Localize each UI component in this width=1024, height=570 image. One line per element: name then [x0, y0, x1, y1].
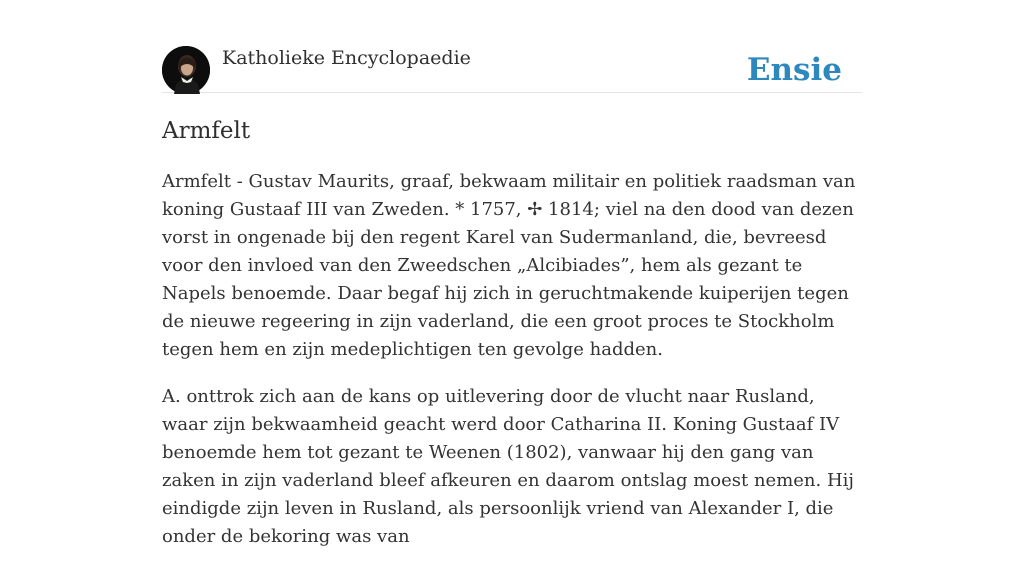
article-paragraph: Armfelt - Gustav Maurits, graaf, bekwaam militair en politiek raadsman van koning Gustaaf III van Zweden. * 1757, ✢ 1814; viel na den dood van dezen vorst in ongenade bij den regent Karel van Sudermanland, die, bevreesd voor den invloed van den Zweedschen „Alcibiades”, hem als gezant te Napels benoemde. Daar begaf hij zich in geruchtmakende kuiperijen tegen de nieuwe regeering in zijn vaderland, die een groot proces te Stockholm tegen hem en zijn medeplichtigen ten gevolge hadden. [162, 171, 856, 360]
content-column [162, 0, 862, 547]
article-paragraph: A. onttrok zich aan de kans op uitlevering door de vlucht naar Rusland, waar zijn bekwaamheid geacht werd door Catharina II. Koning Gustaaf IV benoemde hem tot gezant te Weenen (1802), vanwaar hij den gang van zaken in zijn vaderland bleef afkeuren en daarom ontslag moest nemen. Hij eindigde zijn leven in Rusland, als persoonlijk vriend van Alexander I, die onder de bekoring was van [162, 386, 854, 547]
brand-logo[interactable]: Ensie [746, 52, 842, 88]
header [162, 0, 862, 93]
portrait-avatar-icon [162, 46, 210, 94]
avatar[interactable] [162, 46, 210, 94]
article-body [162, 168, 862, 570]
source-title[interactable]: Katholieke Encyclopaedie [222, 47, 471, 69]
page-title: Armfelt [162, 118, 251, 144]
